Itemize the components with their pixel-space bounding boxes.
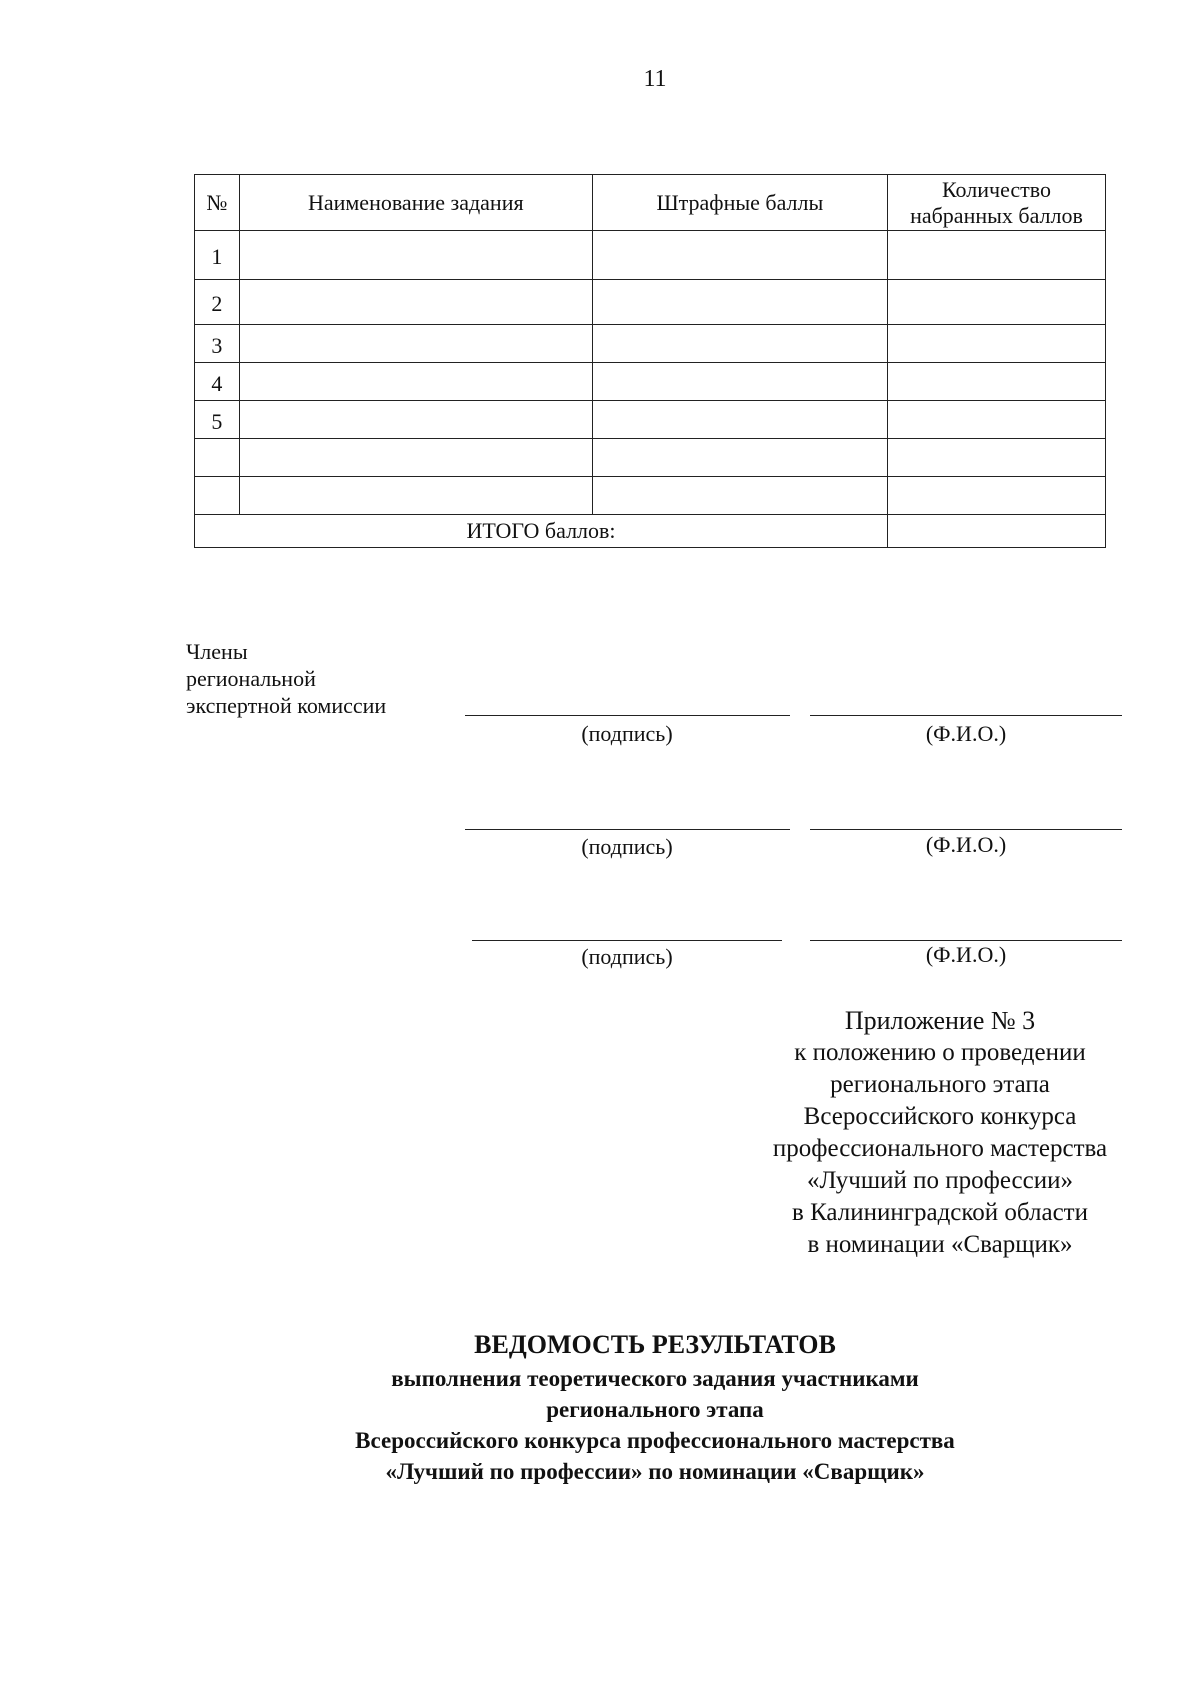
task-name-cell (239, 401, 592, 439)
heading-line: Всероссийского конкурса профессионального мастерства (355, 1428, 955, 1453)
penalty-cell (592, 325, 887, 363)
table-row (195, 280, 1106, 325)
row-number: 3 (195, 325, 240, 363)
score-cell (887, 477, 1105, 515)
penalty-cell (592, 477, 887, 515)
signature-caption: (подпись) (581, 721, 673, 746)
name-line (810, 829, 1122, 830)
penalty-cell (592, 280, 887, 325)
appendix-line: в номинации «Сварщик» (807, 1231, 1073, 1258)
header-number: № (195, 175, 240, 231)
table-row (195, 439, 1106, 477)
task-name-cell (239, 231, 592, 280)
appendix-line: Всероссийского конкурса (803, 1103, 1077, 1130)
table-header-row (195, 175, 1106, 231)
row-number: 1 (195, 231, 240, 280)
commission-line: Члены (186, 639, 248, 664)
task-name-cell (239, 325, 592, 363)
penalty-cell (592, 363, 887, 401)
signature-caption: (подпись) (581, 834, 673, 859)
task-name-cell (239, 439, 592, 477)
score-cell (887, 439, 1105, 477)
header-task-name: Наименование задания (239, 175, 592, 231)
page-number: 11 (643, 66, 667, 92)
score-cell (887, 280, 1105, 325)
row-number: 2 (195, 280, 240, 325)
commission-label (186, 638, 386, 719)
commission-line: экспертной комиссии (186, 693, 387, 718)
appendix-block (720, 1005, 1160, 1261)
score-cell (887, 325, 1105, 363)
row-number: 4 (195, 363, 240, 401)
signature-caption: (подпись) (581, 944, 673, 969)
row-number (195, 439, 240, 477)
appendix-line: регионального этапа (830, 1071, 1050, 1098)
task-name-cell (239, 363, 592, 401)
signature-line (465, 829, 790, 830)
commission-line: региональной (186, 666, 316, 691)
table-row (195, 231, 1106, 280)
task-name-cell (239, 477, 592, 515)
name-line (810, 715, 1122, 716)
name-caption: (Ф.И.О.) (925, 942, 1007, 967)
document-heading (0, 1327, 1200, 1487)
heading-title: ВЕДОМОСТЬ РЕЗУЛЬТАТОВ (474, 1330, 836, 1359)
name-line (810, 940, 1122, 941)
penalty-cell (592, 401, 887, 439)
table-row (195, 363, 1106, 401)
table-row (195, 477, 1106, 515)
row-number: 5 (195, 401, 240, 439)
signature-line (465, 715, 790, 716)
name-caption: (Ф.И.О.) (925, 721, 1007, 746)
row-number (195, 477, 240, 515)
name-caption: (Ф.И.О.) (925, 832, 1007, 857)
signature-line (472, 940, 782, 941)
score-cell (887, 363, 1105, 401)
header-penalty-points: Штрафные баллы (592, 175, 887, 231)
appendix-line: «Лучший по профессии» (806, 1167, 1074, 1194)
header-points-scored: Количество набранных баллов (887, 175, 1105, 231)
penalty-cell (592, 231, 887, 280)
total-label: ИТОГО баллов: (195, 515, 888, 548)
heading-line: выполнения теоретического задания участниками (391, 1366, 919, 1391)
appendix-title: Приложение № 3 (844, 1006, 1036, 1035)
score-table (194, 174, 1106, 548)
task-name-cell (239, 280, 592, 325)
score-cell (887, 401, 1105, 439)
table-row (195, 325, 1106, 363)
appendix-line: к положению о проведении (794, 1039, 1086, 1066)
penalty-cell (592, 439, 887, 477)
total-score-cell (887, 515, 1105, 548)
heading-line: регионального этапа (546, 1397, 764, 1422)
heading-line: «Лучший по профессии» по номинации «Сварщик» (385, 1459, 925, 1484)
score-cell (887, 231, 1105, 280)
table-row (195, 401, 1106, 439)
table-total-row (195, 515, 1106, 548)
appendix-line: в Калининградской области (792, 1199, 1088, 1226)
appendix-line: профессионального мастерства (772, 1135, 1108, 1162)
